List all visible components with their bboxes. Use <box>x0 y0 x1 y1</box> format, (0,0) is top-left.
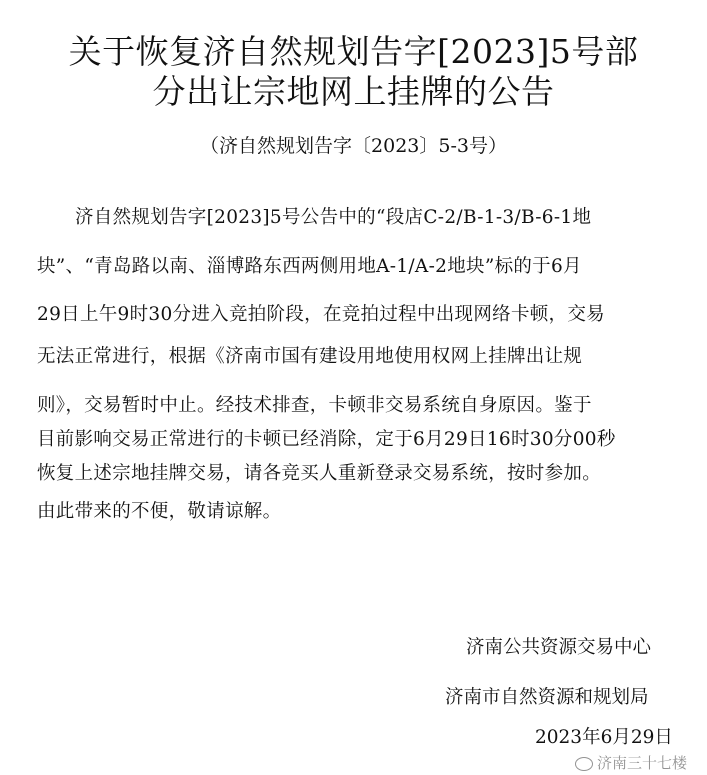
body-line: 恢复上述宗地挂牌交易，请各竞买人重新登录交易系统，按时参加。 <box>37 463 602 484</box>
body-line: 目前影响交易正常进行的卡顿已经消除，定于6月29日16时30分00秒 <box>37 429 616 450</box>
title-line-1: 关于恢复济自然规划告字[2023]5号部 <box>68 32 639 71</box>
wechat-icon <box>575 757 593 771</box>
watermark <box>575 753 687 773</box>
watermark-text: 济南三十七楼 <box>597 754 688 772</box>
body-line: 济自然规划告字[2023]5号公告中的“段店C-2/B-1-3/B-6-1地 <box>75 207 592 228</box>
body-line: 29日上午9时30分进入竞拍阶段，在竞拍过程中出现网络卡顿，交易 <box>37 304 605 325</box>
body-line: 则》，交易暂时中止。经技术排查，卡顿非交易系统自身原因。鉴于 <box>37 395 592 416</box>
body-line: 无法正常进行，根据《济南市国有建设用地使用权网上挂牌出让规 <box>37 346 583 367</box>
title-line-2: 分出让宗地网上挂牌的公告 <box>152 72 555 111</box>
date: 2023年6月29日 <box>535 727 673 748</box>
body-line: 块”、“青岛路以南、淄博路东西两侧用地A-1/A-2地块”标的于6月 <box>37 256 582 277</box>
signature-bureau: 济南市自然资源和规划局 <box>445 687 649 708</box>
body-line: 由此带来的不便，敬请谅解。 <box>37 501 282 522</box>
document-number: （济自然规划告字〔2023〕5-3号） <box>200 135 507 157</box>
signature-trading-center: 济南公共资源交易中心 <box>466 637 652 658</box>
